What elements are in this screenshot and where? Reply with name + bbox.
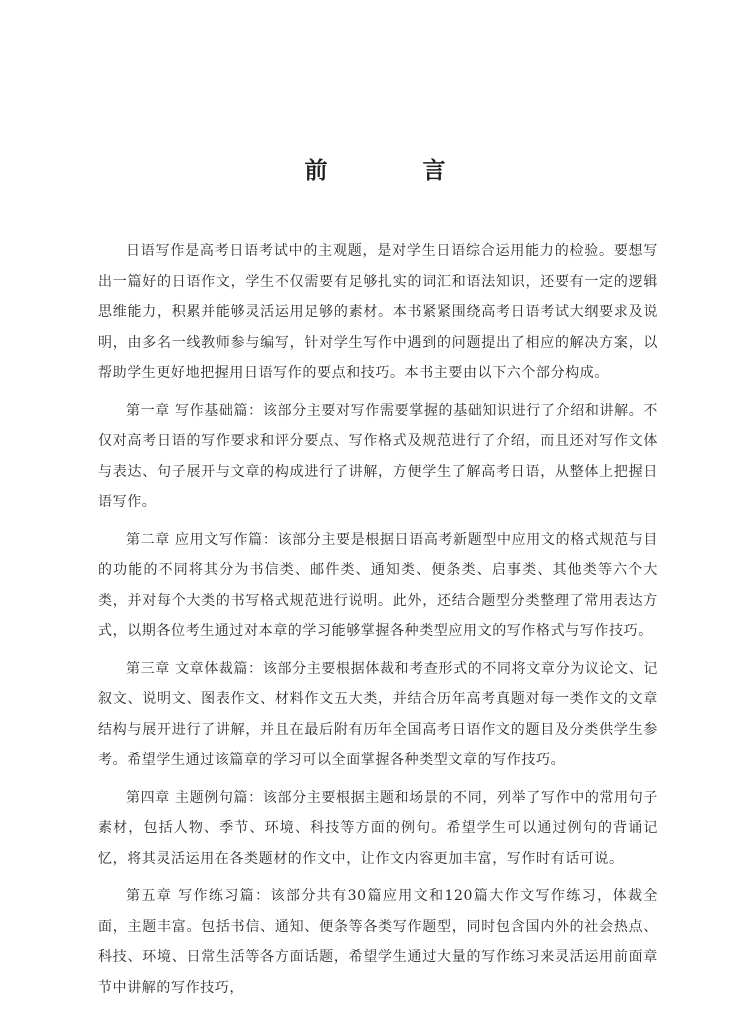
- paragraph-chapter-1: 第一章 写作基础篇：该部分主要对写作需要掌握的基础知识进行了介绍和讲解。不仅对高考日语的写作要求和评分要点、写作格式及规范进行了介绍，而且还对写作文体与表达、句子展开与文章的构成进行了讲解，方便学生了解高考日语，从整体上把握日语写作。: [98, 402, 658, 510]
- paragraph-chapter-5: 第五章 写作练习篇：该部分共有30篇应用文和120篇大作文写作练习，体裁全面，主题丰富。包括书信、通知、便条等各类写作题型，同时包含国内外的社会热点、科技、环境、日常生活等各方面话题，希望学生通过大量的写作练习来灵活运用前面章节中讲解的写作技巧，: [98, 888, 658, 996]
- page-title: 前 言: [304, 158, 482, 184]
- paragraph-chapter-2: 第二章 应用文写作篇：该部分主要是根据日语高考新题型中应用文的格式规范与目的功能的不同将其分为书信类、邮件类、通知类、便条类、启事类、其他类等六个大类，并对每个大类的书写格式规范进行说明。此外，还结合题型分类整理了常用表达方式，以期各位考生通过对本章的学习能够掌握各种类型应用文的写作格式与写作技巧。: [98, 531, 658, 639]
- paragraph-intro: 日语写作是高考日语考试中的主观题，是对学生日语综合运用能力的检验。要想写出一篇好的日语作文，学生不仅需要有足够扎实的词汇和语法知识，还要有一定的逻辑思维能力，积累并能够灵活运用足够的素材。本书紧紧围绕高考日语考试大纲要求及说明，由多名一线教师参与编写，针对学生写作中遇到的问题提出了相应的解决方案，以帮助学生更好地把握用日语写作的要点和技巧。本书主要由以下六个部分构成。: [98, 243, 658, 381]
- preface-body: [98, 236, 658, 1010]
- paragraph-chapter-4: 第四章 主题例句篇：该部分主要根据主题和场景的不同，列举了写作中的常用句子素材，包括人物、季节、环境、科技等方面的例句。希望学生可以通过例句的背诵记忆，将其灵活运用在各类题材的作文中，让作文内容更加丰富，写作时有话可说。: [98, 789, 658, 867]
- paragraph-chapter-3: 第三章 文章体裁篇：该部分主要根据体裁和考查形式的不同将文章分为议论文、记叙文、说明文、图表作文、材料作文五大类，并结合历年高考真题对每一类作文的文章结构与展开进行了讲解，并且在最后附有历年全国高考日语作文的题目及分类供学生参考。希望学生通过该篇章的学习可以全面掌握各种类型文章的写作技巧。: [98, 660, 658, 768]
